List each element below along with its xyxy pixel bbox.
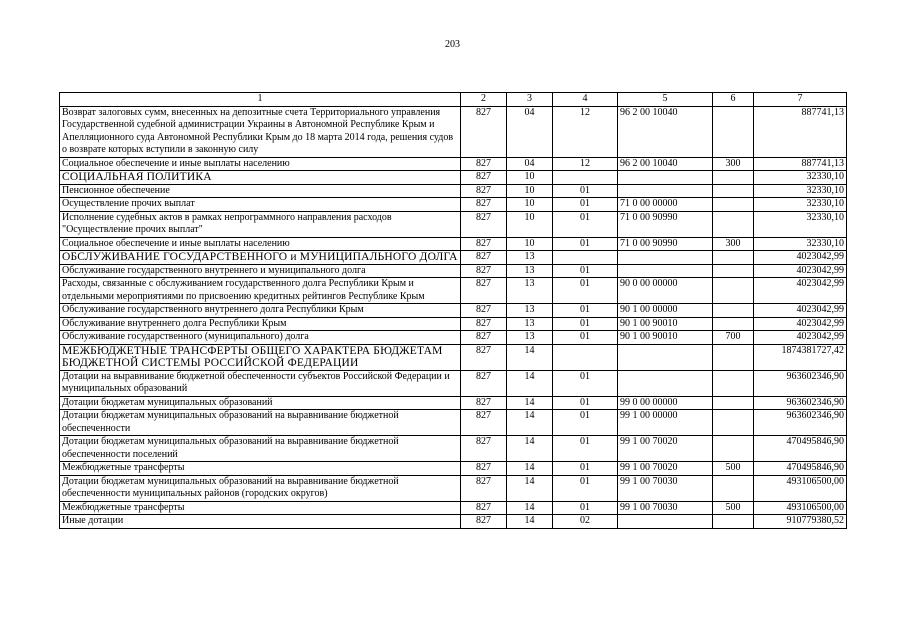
table-row xyxy=(60,396,847,410)
row-name: Расходы, связанные с обслуживанием государственного долга Республики Крым и отдельными мероприятиями по присвоению кредитных рейтингов Республике Крым xyxy=(60,278,461,304)
table-row xyxy=(60,317,847,331)
row-amount: 470495846,90 xyxy=(754,436,847,462)
row-amount: 963602346,90 xyxy=(754,370,847,396)
row-amount: 887741,13 xyxy=(754,157,847,171)
row-amount: 963602346,90 xyxy=(754,410,847,436)
table-row xyxy=(60,436,847,462)
row-section-code: 14 xyxy=(507,370,553,396)
row-target-article: 96 2 00 10040 xyxy=(618,106,713,157)
row-subsection-code: 01 xyxy=(553,304,618,318)
row-expense-type: 500 xyxy=(713,462,754,476)
row-gr-code: 827 xyxy=(461,304,507,318)
row-target-article: 99 1 00 70020 xyxy=(618,436,713,462)
row-subsection-code: 01 xyxy=(553,501,618,515)
table-row xyxy=(60,331,847,345)
row-expense-type xyxy=(713,184,754,198)
row-section-code: 10 xyxy=(507,237,553,251)
table-row xyxy=(60,278,847,304)
row-gr-code: 827 xyxy=(461,157,507,171)
header-col-5: 5 xyxy=(618,93,713,107)
page-number: 203 xyxy=(445,39,460,50)
row-name: Обслуживание государственного внутреннего долга Республики Крым xyxy=(60,304,461,318)
row-amount: 32330,10 xyxy=(754,211,847,237)
row-gr-code: 827 xyxy=(461,344,507,370)
row-subsection-code: 01 xyxy=(553,278,618,304)
row-amount: 4023042,99 xyxy=(754,317,847,331)
row-target-article: 90 1 00 00000 xyxy=(618,304,713,318)
row-amount: 4023042,99 xyxy=(754,264,847,278)
row-target-article xyxy=(618,251,713,265)
header-col-2: 2 xyxy=(461,93,507,107)
row-subsection-code: 01 xyxy=(553,396,618,410)
row-name: Дотации бюджетам муниципальных образований xyxy=(60,396,461,410)
row-target-article xyxy=(618,264,713,278)
row-name: Межбюджетные трансферты xyxy=(60,462,461,476)
row-amount: 4023042,99 xyxy=(754,251,847,265)
row-gr-code: 827 xyxy=(461,410,507,436)
row-name: Пенсионное обеспечение xyxy=(60,184,461,198)
header-col-7: 7 xyxy=(754,93,847,107)
row-name: Иные дотации xyxy=(60,515,461,529)
row-section-code: 10 xyxy=(507,198,553,212)
row-name: Социальное обеспечение и иные выплаты населению xyxy=(60,157,461,171)
row-expense-type xyxy=(713,211,754,237)
row-expense-type xyxy=(713,251,754,265)
row-gr-code: 827 xyxy=(461,370,507,396)
row-name: Осуществление прочих выплат xyxy=(60,198,461,212)
row-section-code: 14 xyxy=(507,396,553,410)
row-subsection-code: 01 xyxy=(553,475,618,501)
table-row xyxy=(60,184,847,198)
row-subsection-code: 01 xyxy=(553,331,618,345)
row-gr-code: 827 xyxy=(461,198,507,212)
header-col-3: 3 xyxy=(507,93,553,107)
header-col-6: 6 xyxy=(713,93,754,107)
row-section-code: 14 xyxy=(507,436,553,462)
row-expense-type xyxy=(713,304,754,318)
row-section-code: 10 xyxy=(507,211,553,237)
row-subsection-code xyxy=(553,344,618,370)
table-row xyxy=(60,475,847,501)
row-target-article xyxy=(618,184,713,198)
row-name: Межбюджетные трансферты xyxy=(60,501,461,515)
row-name: Дотации бюджетам муниципальных образований на выравнивание бюджетной обеспеченности муниципальных районов (городских округов) xyxy=(60,475,461,501)
table-row xyxy=(60,515,847,529)
row-amount: 4023042,99 xyxy=(754,278,847,304)
row-gr-code: 827 xyxy=(461,278,507,304)
row-expense-type xyxy=(713,396,754,410)
row-amount: 32330,10 xyxy=(754,237,847,251)
header-col-1: 1 xyxy=(60,93,461,107)
row-name: Обслуживание государственного (муниципального) долга xyxy=(60,331,461,345)
row-amount: 887741,13 xyxy=(754,106,847,157)
row-expense-type xyxy=(713,475,754,501)
row-amount: 4023042,99 xyxy=(754,331,847,345)
row-gr-code: 827 xyxy=(461,184,507,198)
table-row xyxy=(60,410,847,436)
row-gr-code: 827 xyxy=(461,515,507,529)
table-row xyxy=(60,106,847,157)
row-gr-code: 827 xyxy=(461,211,507,237)
row-subsection-code: 02 xyxy=(553,515,618,529)
row-subsection-code: 01 xyxy=(553,370,618,396)
row-section-code: 14 xyxy=(507,410,553,436)
row-amount: 963602346,90 xyxy=(754,396,847,410)
table-body xyxy=(60,106,847,528)
row-target-article xyxy=(618,515,713,529)
budget-table xyxy=(59,92,847,529)
row-name: Дотации на выравнивание бюджетной обеспеченности субъектов Российской Федерации и муниципальных образований xyxy=(60,370,461,396)
table-row xyxy=(60,211,847,237)
row-expense-type: 300 xyxy=(713,157,754,171)
row-amount: 493106500,00 xyxy=(754,501,847,515)
row-name: Исполнение судебных актов в рамках непрограммного направления расходов "Осуществление прочих выплат" xyxy=(60,211,461,237)
row-amount: 470495846,90 xyxy=(754,462,847,476)
row-name: МЕЖБЮДЖЕТНЫЕ ТРАНСФЕРТЫ ОБЩЕГО ХАРАКТЕРА БЮДЖЕТАМ БЮДЖЕТНОЙ СИСТЕМЫ РОССИЙСКОЙ ФЕДЕРАЦИИ xyxy=(60,344,461,370)
row-subsection-code xyxy=(553,171,618,185)
row-gr-code: 827 xyxy=(461,475,507,501)
row-target-article: 71 0 00 90990 xyxy=(618,237,713,251)
row-expense-type xyxy=(713,106,754,157)
row-expense-type xyxy=(713,198,754,212)
row-amount: 1874381727,42 xyxy=(754,344,847,370)
row-section-code: 13 xyxy=(507,317,553,331)
row-expense-type xyxy=(713,370,754,396)
row-gr-code: 827 xyxy=(461,171,507,185)
row-section-code: 04 xyxy=(507,157,553,171)
table-row xyxy=(60,264,847,278)
table-header-row xyxy=(60,93,847,107)
row-gr-code: 827 xyxy=(461,396,507,410)
row-target-article: 99 1 00 00000 xyxy=(618,410,713,436)
row-section-code: 10 xyxy=(507,184,553,198)
row-subsection-code: 01 xyxy=(553,198,618,212)
table-row xyxy=(60,171,847,185)
row-target-article: 90 0 00 00000 xyxy=(618,278,713,304)
row-name: Социальное обеспечение и иные выплаты населению xyxy=(60,237,461,251)
row-section-code: 13 xyxy=(507,331,553,345)
row-name: ОБСЛУЖИВАНИЕ ГОСУДАРСТВЕННОГО и МУНИЦИПАЛЬНОГО ДОЛГА xyxy=(60,251,461,265)
table-row xyxy=(60,462,847,476)
row-expense-type xyxy=(713,278,754,304)
row-subsection-code: 01 xyxy=(553,211,618,237)
row-subsection-code: 01 xyxy=(553,237,618,251)
row-name: Возврат залоговых сумм, внесенных на депозитные счета Территориального управления Государственной судебной администрации Украины в Автономной Республике Крым и Апелляционного суда Автономной Республики Крым до 18 марта 2014 года, решения судов о возврате которых вступили в законную силу xyxy=(60,106,461,157)
row-gr-code: 827 xyxy=(461,251,507,265)
row-expense-type xyxy=(713,436,754,462)
row-expense-type: 500 xyxy=(713,501,754,515)
row-section-code: 14 xyxy=(507,515,553,529)
row-section-code: 13 xyxy=(507,264,553,278)
row-target-article: 71 0 00 90990 xyxy=(618,211,713,237)
row-target-article xyxy=(618,370,713,396)
row-target-article: 71 0 00 00000 xyxy=(618,198,713,212)
row-expense-type xyxy=(713,344,754,370)
row-expense-type xyxy=(713,171,754,185)
table-row xyxy=(60,198,847,212)
row-section-code: 13 xyxy=(507,251,553,265)
row-target-article xyxy=(618,171,713,185)
row-target-article: 99 1 00 70030 xyxy=(618,475,713,501)
table-row xyxy=(60,501,847,515)
row-gr-code: 827 xyxy=(461,331,507,345)
row-section-code: 14 xyxy=(507,462,553,476)
row-target-article: 99 1 00 70030 xyxy=(618,501,713,515)
row-subsection-code: 12 xyxy=(553,106,618,157)
row-name: Обслуживание государственного внутреннего и муниципального долга xyxy=(60,264,461,278)
row-subsection-code: 01 xyxy=(553,317,618,331)
row-amount: 493106500,00 xyxy=(754,475,847,501)
row-expense-type: 300 xyxy=(713,237,754,251)
row-section-code: 14 xyxy=(507,475,553,501)
row-amount: 32330,10 xyxy=(754,198,847,212)
row-subsection-code: 01 xyxy=(553,436,618,462)
row-section-code: 10 xyxy=(507,171,553,185)
row-name: Обслуживание внутреннего долга Республики Крым xyxy=(60,317,461,331)
row-gr-code: 827 xyxy=(461,317,507,331)
row-subsection-code: 12 xyxy=(553,157,618,171)
row-amount: 32330,10 xyxy=(754,184,847,198)
table-row xyxy=(60,344,847,370)
row-expense-type xyxy=(713,515,754,529)
row-expense-type: 700 xyxy=(713,331,754,345)
row-amount: 910779380,52 xyxy=(754,515,847,529)
table-row xyxy=(60,304,847,318)
row-gr-code: 827 xyxy=(461,264,507,278)
row-target-article xyxy=(618,344,713,370)
row-gr-code: 827 xyxy=(461,436,507,462)
header-col-4: 4 xyxy=(553,93,618,107)
row-section-code: 13 xyxy=(507,304,553,318)
row-target-article: 99 0 00 00000 xyxy=(618,396,713,410)
row-section-code: 04 xyxy=(507,106,553,157)
row-expense-type xyxy=(713,410,754,436)
row-section-code: 14 xyxy=(507,344,553,370)
row-target-article: 99 1 00 70020 xyxy=(618,462,713,476)
row-name: Дотации бюджетам муниципальных образований на выравнивание бюджетной обеспеченности поселений xyxy=(60,436,461,462)
row-subsection-code: 01 xyxy=(553,264,618,278)
row-gr-code: 827 xyxy=(461,462,507,476)
row-amount: 4023042,99 xyxy=(754,304,847,318)
row-expense-type xyxy=(713,317,754,331)
table-row xyxy=(60,251,847,265)
table-row xyxy=(60,157,847,171)
table-row xyxy=(60,237,847,251)
row-gr-code: 827 xyxy=(461,501,507,515)
row-subsection-code: 01 xyxy=(553,462,618,476)
row-name: Дотации бюджетам муниципальных образований на выравнивание бюджетной обеспеченности xyxy=(60,410,461,436)
row-subsection-code: 01 xyxy=(553,184,618,198)
row-target-article: 90 1 00 90010 xyxy=(618,317,713,331)
row-name: СОЦИАЛЬНАЯ ПОЛИТИКА xyxy=(60,171,461,185)
row-gr-code: 827 xyxy=(461,106,507,157)
row-subsection-code xyxy=(553,251,618,265)
table-row xyxy=(60,370,847,396)
row-gr-code: 827 xyxy=(461,237,507,251)
row-amount: 32330,10 xyxy=(754,171,847,185)
row-expense-type xyxy=(713,264,754,278)
row-target-article: 96 2 00 10040 xyxy=(618,157,713,171)
row-target-article: 90 1 00 90010 xyxy=(618,331,713,345)
row-section-code: 13 xyxy=(507,278,553,304)
row-section-code: 14 xyxy=(507,501,553,515)
row-subsection-code: 01 xyxy=(553,410,618,436)
